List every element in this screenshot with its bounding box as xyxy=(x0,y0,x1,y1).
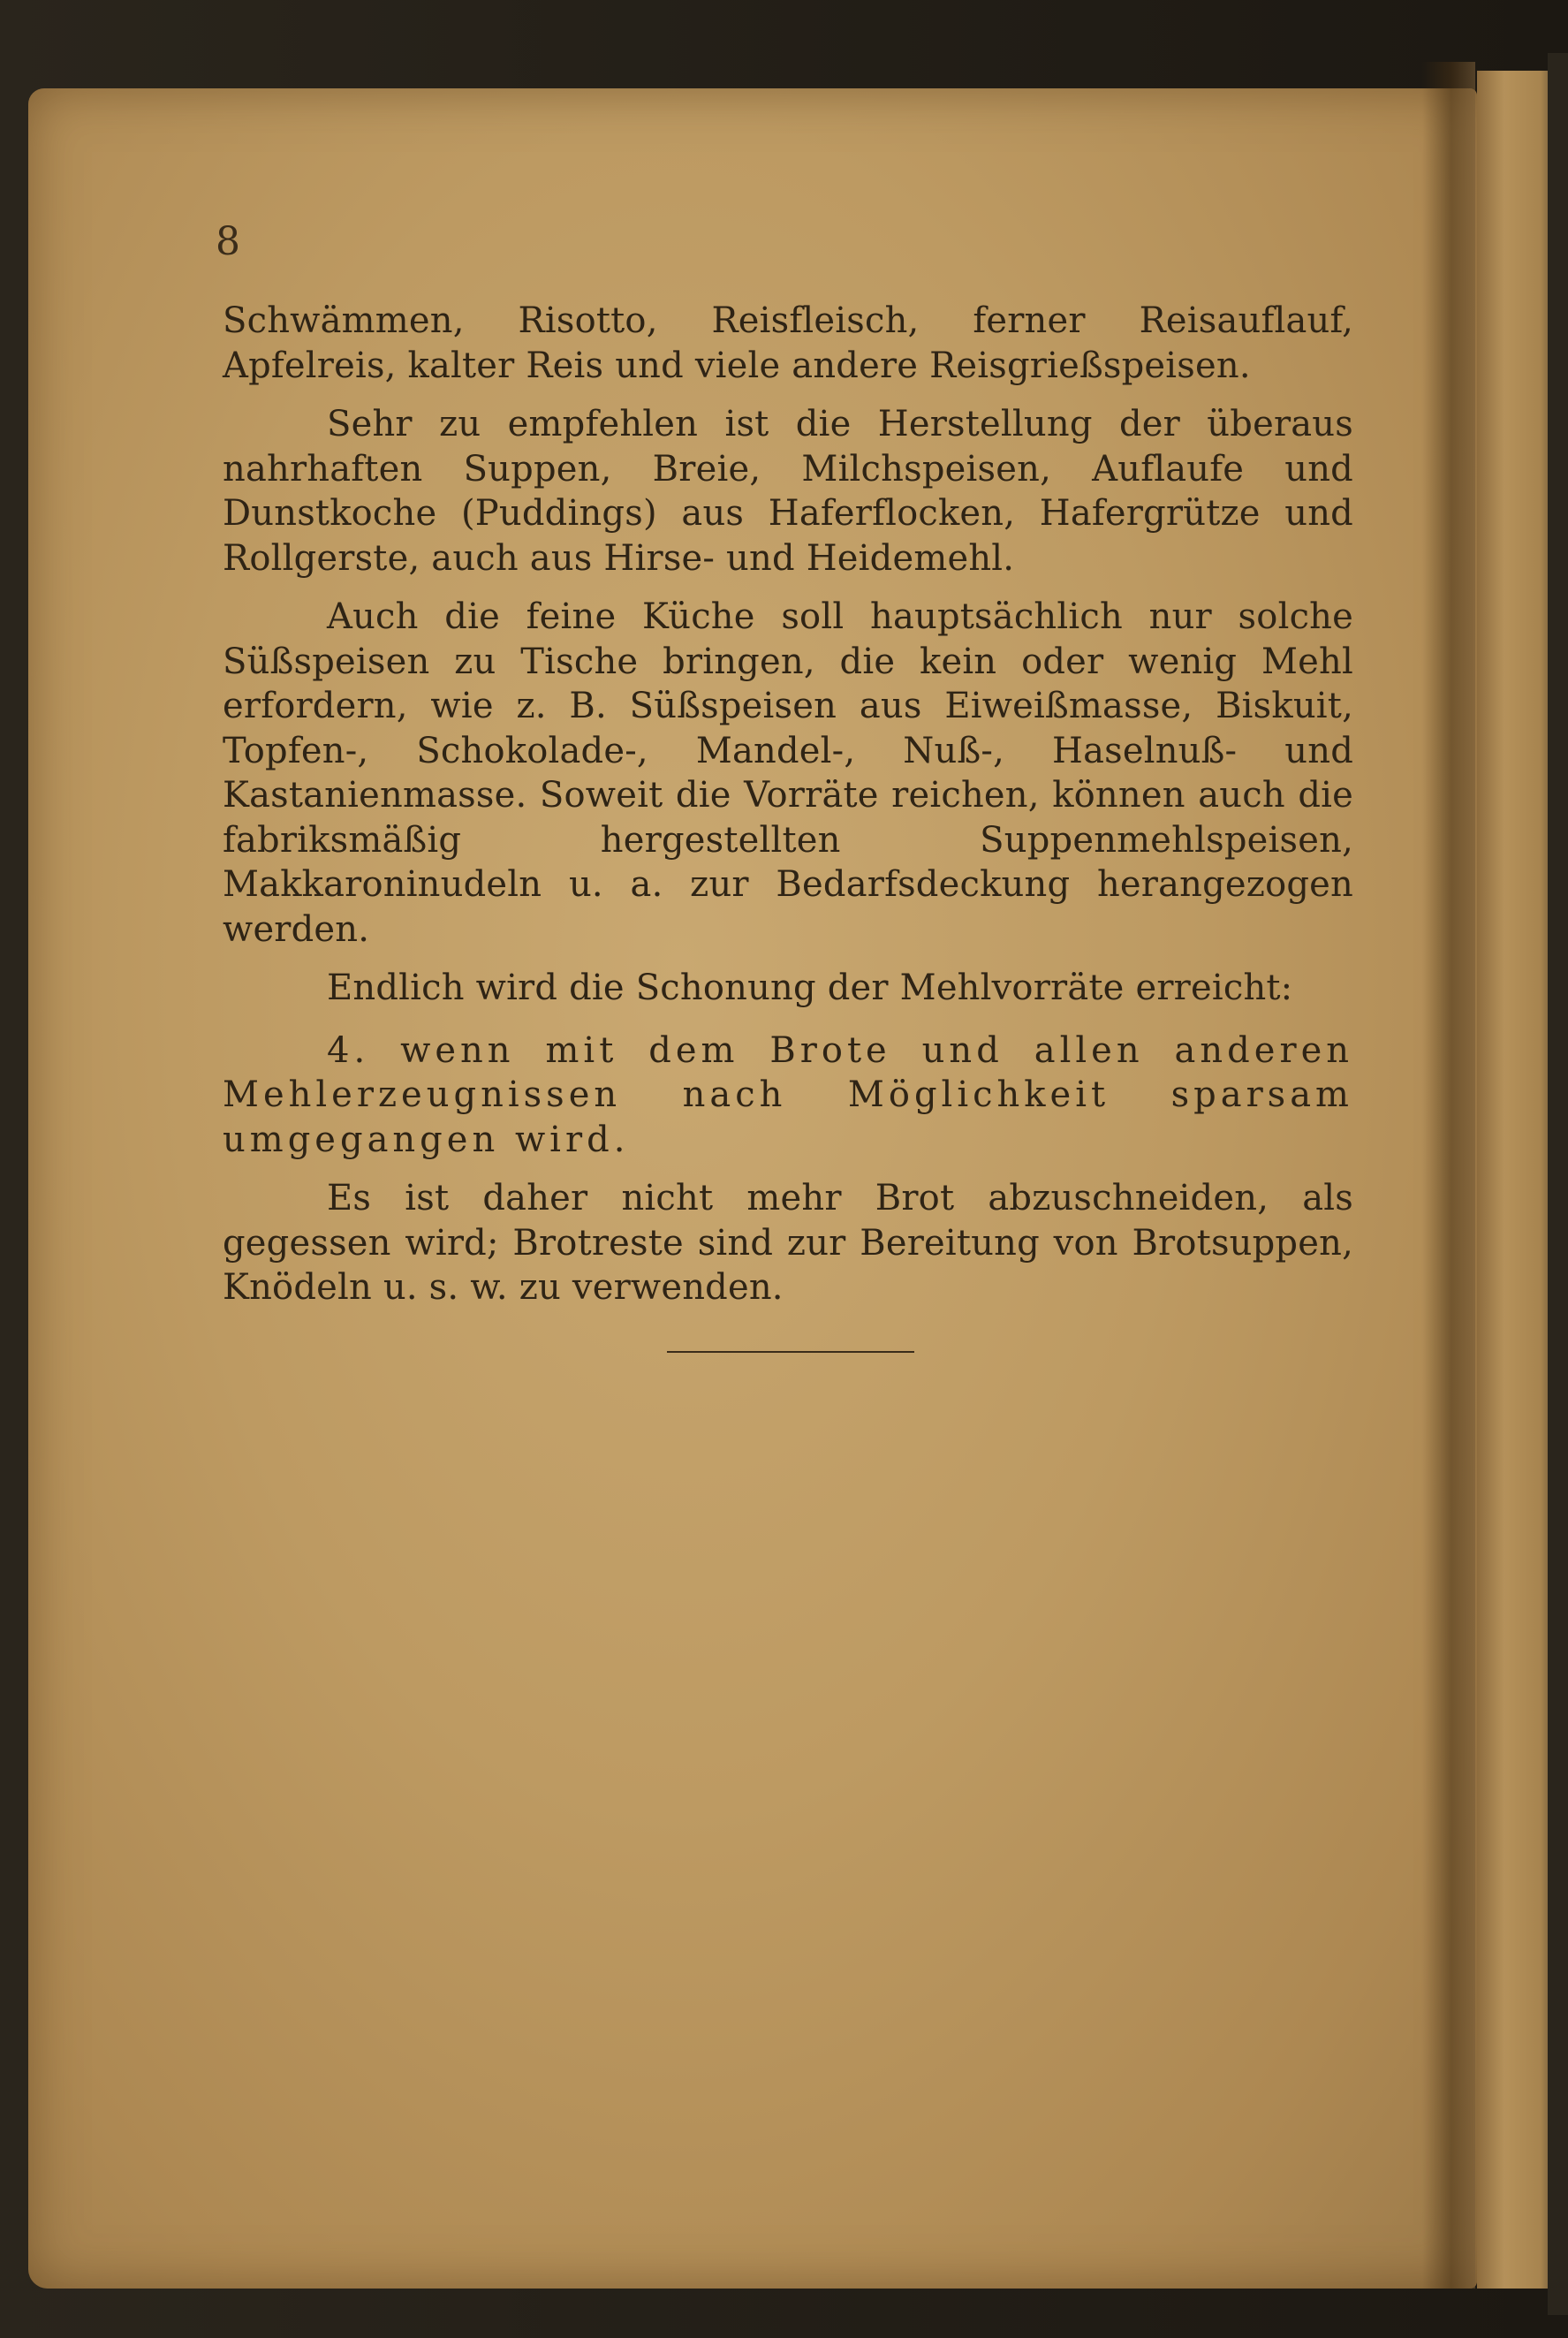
list-item-4: 4. wenn mit dem Brote und allen anderen Mehlerzeugnissen nach Möglichkeit sparsam umgegangen wird. xyxy=(223,1029,1353,1160)
book-gutter xyxy=(1422,62,1475,2289)
paragraph-brotreste: Es ist daher nicht mehr Brot abzuschneiden, als gegessen wird; Brotreste sind zur Bereitung von Brotsuppen, Knödeln u. s. w. zu verwenden. xyxy=(223,1178,1353,1308)
section-divider xyxy=(667,1351,914,1353)
page-body xyxy=(223,299,1353,1325)
paragraph-feine-kueche: Auch die feine Küche soll hauptsächlich nur solche Süßspeisen zu Tische bringen, die kein oder wenig Mehl erfordern, wie z. B. Süßspeisen aus Eiweißmasse, Biskuit, Topfen-, Schokolade-, Mandel-, Nuß-, Haselnuß- und Kastanienmasse. Soweit die Vorräte reichen, können auch die fabriksmäßig hergestellten Suppenmehlspeisen, Makkaroninudeln u. a. zur Bedarfsdeckung herangezogen werden. xyxy=(223,596,1353,950)
page-number: 8 xyxy=(216,219,240,264)
book-edge-shadow xyxy=(1548,53,1568,2315)
paragraph-schonung: Endlich wird die Schonung der Mehlvorräte erreicht: xyxy=(327,968,1293,1008)
paragraph-suppen-breie: Sehr zu empfehlen ist die Herstellung der überaus nahrhaften Suppen, Breie, Milchspeisen, Auflaufe und Dunstkoche (Puddings) aus Haferflocken, Hafergrütze und Rollgerste, auch aus Hirse- und Heidemehl. xyxy=(223,404,1353,579)
paragraph-reis-speisen: Schwämmen, Risotto, Reisfleisch, ferner Reisauflauf, Apfelreis, kalter Reis und viele andere Reisgrießspeisen. xyxy=(223,300,1353,386)
